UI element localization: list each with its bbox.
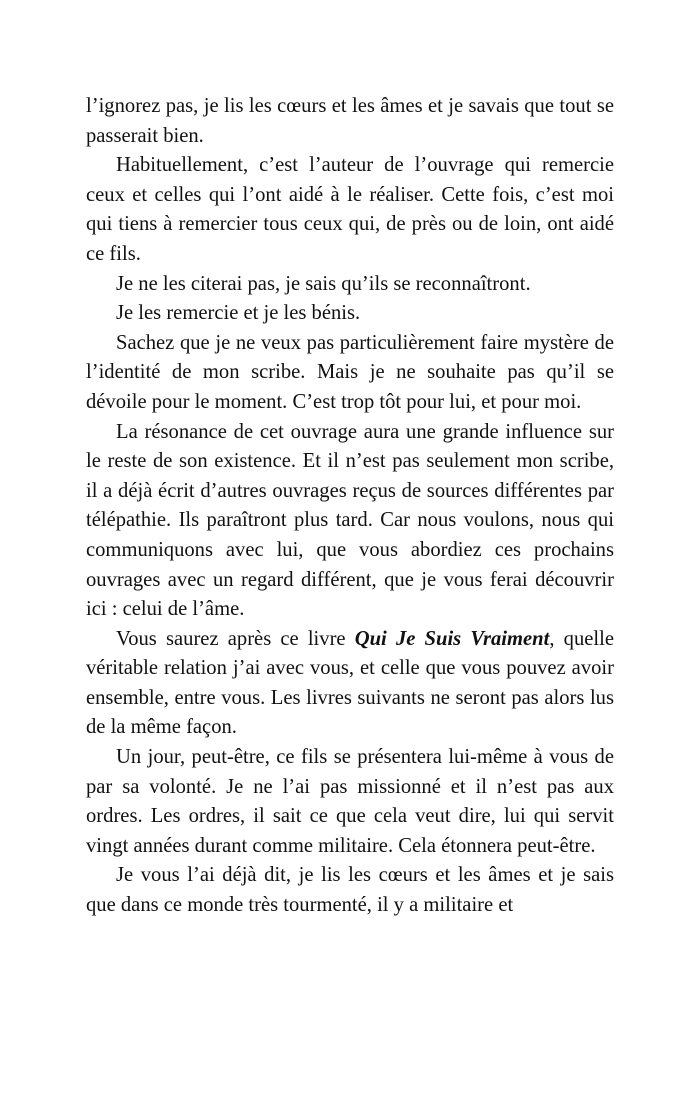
paragraph-blessing: Je les remercie et je les bénis. [116, 302, 361, 325]
text-before-title: Vous saurez après ce livre [116, 627, 355, 650]
page-body [86, 92, 614, 921]
paragraph-hearts-souls: Je vous l’ai déjà dit, je lis les cœurs et les âmes et je sais que dans ce monde très tourmenté, il y a militaire et [86, 864, 614, 917]
paragraph-resonance: La résonance de cet ouvrage aura une grande influence sur le reste de son existence. Et il n’est pas seulement mon scribe, il a déjà écrit d’autres ouvrages reçus de sources différentes par télépathie. Ils paraîtront plus tard. Car nous voulons, nous qui communiquons avec lui, que vous abordiez ces prochains ouvrages avec un regard différent, que je vous ferai découvrir ici : celui de l’âme. [86, 420, 614, 621]
text-after-title: , quelle véritable relation j’ai avec vous, et celle que vous pouvez avoir ensemble, entre vous. Les livres suivants ne seront pas alors lus de la même façon. [86, 627, 614, 739]
paragraph-thanks: Habituellement, c’est l’auteur de l’ouvrage qui remercie ceux et celles qui l’ont aidé à le réaliser. Cette fois, c’est moi qui tiens à remercier tous ceux qui, de près ou de loin, ont aidé ce fils. [86, 154, 614, 265]
paragraph-book-title [86, 625, 614, 743]
paragraph-one-day: Un jour, peut-être, ce fils se présentera lui-même à vous de par sa volonté. Je ne l’ai pas missionné et il n’est pas aux ordres. Les ordres, il sait ce que cela veut dire, lui qui servit vingt années durant comme militaire. Cela étonnera peut-être. [86, 746, 614, 857]
book-title: Qui Je Suis Vraiment [354, 627, 550, 650]
paragraph-continuation: l’ignorez pas, je lis les cœurs et les âmes et je savais que tout se passerait bien. [86, 95, 614, 147]
paragraph-scribe-identity: Sachez que je ne veux pas particulièrement faire mystère de l’identité de mon scribe. Mais je ne souhaite pas qu’il se dévoile pour le moment. C’est trop tôt pour lui, et pour moi. [86, 331, 614, 413]
paragraph-no-names: Je ne les citerai pas, je sais qu’ils se reconnaîtront. [116, 272, 531, 295]
